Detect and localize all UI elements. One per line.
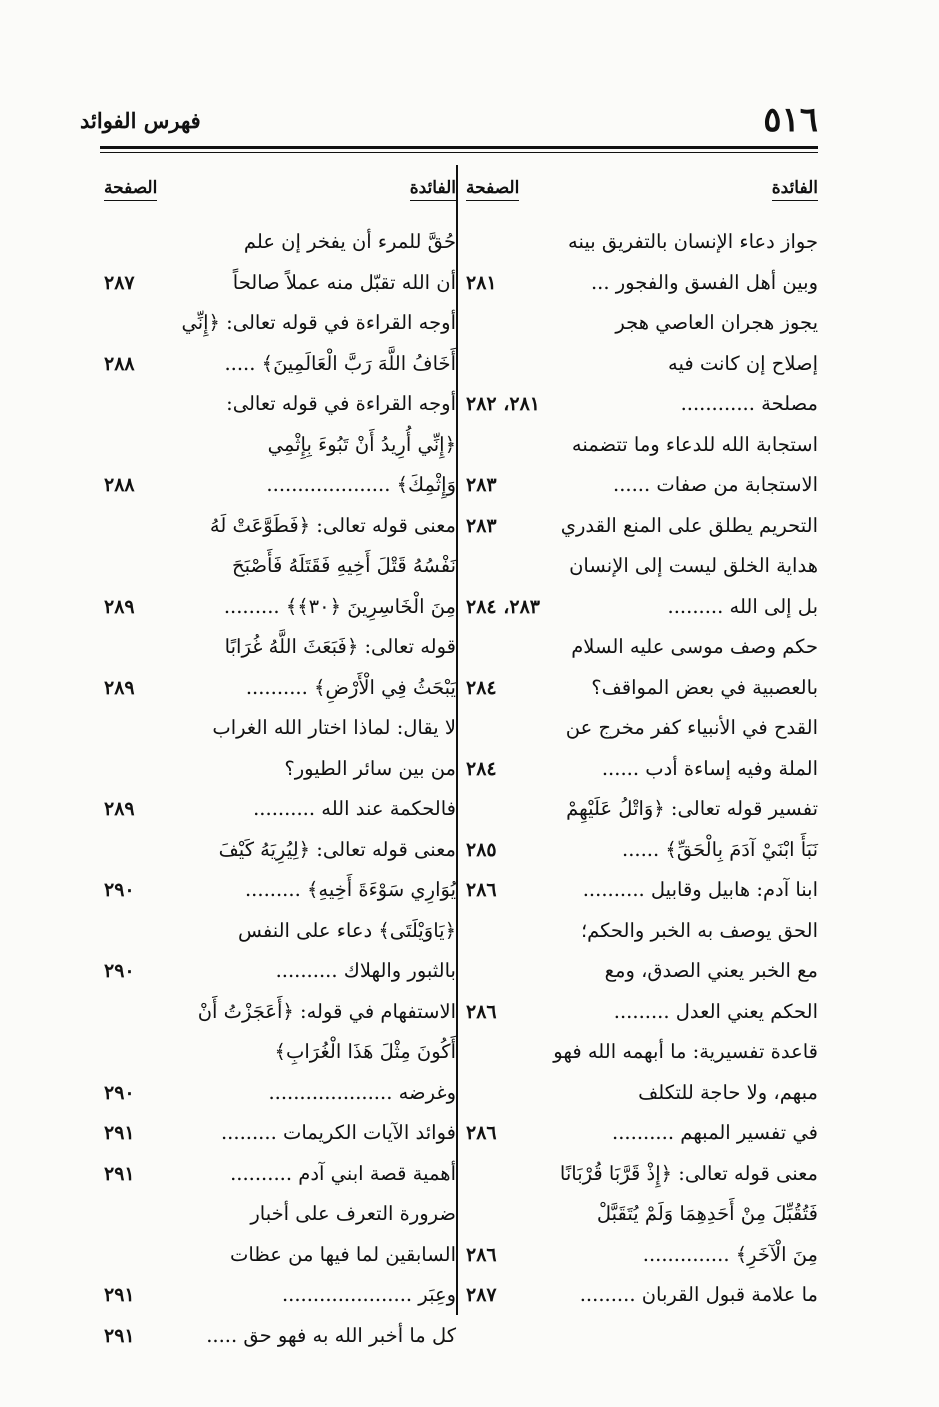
index-line — [462, 1154, 818, 1195]
entry-text: فالحكمة عند الله .......... — [253, 797, 456, 820]
entry-page: ٢٨٧ — [104, 271, 135, 294]
entry-text: ما علامة قبول القربان ......... — [579, 1283, 818, 1306]
index-line — [100, 546, 456, 587]
index-line — [462, 546, 818, 587]
entry-page: ٢٨٦ — [466, 879, 497, 901]
index-line — [462, 425, 818, 466]
index-line — [100, 263, 456, 304]
index-line — [462, 1194, 818, 1235]
entry-text: فَتُقُبِّلَ مِنْ أَحَدِهِمَا وَلَمْ يُتَقَبَّلْ — [596, 1202, 818, 1225]
entry-text: قوله تعالى: ﴿فَبَعَثَ اللَّهُ غُرَابًا — [224, 635, 456, 658]
entry-page: ٢٨٦ — [466, 1122, 497, 1144]
entry-page: ٢٨٩ — [104, 798, 135, 820]
index-line — [462, 263, 818, 304]
entry-page: ٢٩١ — [104, 1324, 135, 1347]
index-line — [462, 911, 818, 952]
index-line — [462, 465, 818, 506]
entry-text: وبين أهل الفسق والفجور ... — [590, 270, 818, 294]
entry-text: الاستفهام في قوله: ﴿أَعَجَزْتُ أَنْ — [197, 999, 456, 1023]
index-line — [100, 1113, 456, 1154]
entry-page: ٢٨٩ — [104, 595, 135, 618]
heading-topic: الفائدة — [772, 178, 818, 201]
index-line — [100, 627, 456, 668]
entry-page: ٢٩٠ — [104, 960, 135, 982]
index-line — [100, 951, 456, 992]
entry-text: الحكم يعني العدل ......... — [613, 999, 818, 1023]
entry-page: ٢٨٩ — [104, 676, 135, 699]
index-line — [100, 384, 456, 425]
index-line — [462, 303, 818, 344]
entry-page: ٢٩١ — [104, 1122, 135, 1144]
index-line — [462, 708, 818, 749]
index-line — [100, 506, 456, 547]
heading-page: الصفحة — [104, 178, 157, 201]
index-line — [462, 830, 818, 871]
entry-text: حكم وصف موسى عليه السلام — [571, 635, 818, 658]
entry-page: ٢٨٤ — [466, 757, 497, 780]
column-header — [100, 176, 456, 222]
page-number: ٥١٦ — [763, 100, 818, 140]
entry-text: فوائد الآيات الكريمات ......... — [220, 1121, 456, 1144]
page-title: فهرس الفوائد — [80, 108, 201, 133]
index-line — [100, 708, 456, 749]
index-line — [462, 1113, 818, 1154]
entry-text: مصلحة ............ — [680, 392, 818, 415]
index-line — [100, 1275, 456, 1316]
entry-text: ﴿إِنِّي أُرِيدُ أَنْ تَبُوءَ بِإِثْمِي — [267, 432, 456, 456]
index-line — [462, 627, 818, 668]
index-line — [100, 587, 456, 628]
entry-text: وَإِثْمِكَ﴾ .................... — [266, 473, 456, 496]
index-line — [100, 749, 456, 790]
entry-text: وغرضه .................... — [268, 1080, 456, 1104]
entry-page: ٢٨٣ — [466, 514, 497, 537]
entry-text: مِنَ الْخَاسِرِينَ ﴿٣٠﴾﴾ ......... — [223, 594, 456, 618]
entry-text: ضرورة التعرف على أخبار — [250, 1202, 456, 1225]
entry-text: التحريم يطلق على المنع القدري — [560, 513, 818, 537]
index-line — [462, 506, 818, 547]
entry-text: يَبْحَثُ فِي الْأَرْضِ﴾ .......... — [245, 675, 456, 699]
index-line — [462, 1032, 818, 1073]
entry-text: أهمية قصة ابني آدم .......... — [230, 1161, 456, 1185]
index-line — [100, 1235, 456, 1276]
entry-page: ٢٨١ — [466, 271, 497, 294]
entry-page: ٢٨١، ٢٨٢ — [466, 393, 540, 415]
entry-text: قاعدة تفسيرية: ما أبهمه الله فهو — [553, 1040, 818, 1063]
header-rule-thick — [100, 146, 818, 149]
heading-topic: الفائدة — [410, 178, 456, 201]
entry-list — [100, 222, 456, 1356]
index-column-right — [462, 176, 818, 1316]
index-line — [462, 749, 818, 790]
entry-text: نَفْسُهُ قَتْلَ أَخِيهِ فَقَتَلَهُ فَأَصْبَحَ — [232, 554, 456, 577]
entry-text: ابنا آدم: هابيل وقابيل .......... — [582, 878, 818, 901]
index-line — [462, 992, 818, 1033]
entry-text: الحق يوصف به الخبر والحكم؛ — [580, 918, 818, 942]
entry-page: ٢٩٠ — [104, 1081, 135, 1104]
entry-page: ٢٨٥ — [466, 838, 497, 861]
index-line — [100, 1073, 456, 1114]
entry-text: القدح في الأنبياء كفر مخرج عن — [565, 716, 818, 739]
column-header — [462, 176, 818, 222]
entry-list — [462, 222, 818, 1316]
entry-text: كل ما أخبر الله به فهو حق ..... — [206, 1323, 456, 1347]
entry-text: معنى قوله تعالى: ﴿فَطَوَّعَتْ لَهُ — [209, 513, 456, 537]
entry-text: أوجه القراءة في قوله تعالى: ﴿إِنِّي — [181, 311, 456, 334]
entry-text: الاستجابة من صفات ...... — [613, 473, 818, 496]
entry-text: الملة وفيه إساءة أدب ...... — [601, 756, 818, 780]
entry-text: بل إلى الله ......... — [667, 594, 818, 618]
entry-page: ٢٨٣، ٢٨٤ — [466, 595, 540, 618]
index-line — [462, 587, 818, 628]
index-line — [100, 1032, 456, 1073]
entry-text: مِنَ الْآخَرِ﴾ .............. — [642, 1242, 818, 1266]
entry-text: هداية الخلق ليست إلى الإنسان — [569, 554, 818, 577]
index-line — [462, 1235, 818, 1276]
entry-text: أَخَافُ اللَّهَ رَبَّ الْعَالَمِينَ﴾ ..... — [224, 351, 456, 375]
entry-page: ٢٨٧ — [466, 1284, 497, 1306]
header-rule-thin — [100, 152, 818, 153]
entry-text: يُوَارِي سَوْءَةَ أَخِيهِ﴾ ......... — [244, 878, 456, 901]
index-line — [462, 668, 818, 709]
entry-text: أن الله تقبّل منه عملاً صالحاً — [232, 270, 456, 294]
entry-text: جواز دعاء الإنسان بالتفريق بينه — [568, 230, 818, 253]
entry-text: بالعصبية في بعض المواقف؟ — [591, 675, 818, 699]
entry-text: نَبَأَ ابْنَيْ آدَمَ بِالْحَقِّ﴾ ...... — [622, 837, 818, 861]
index-line — [462, 222, 818, 263]
entry-text: في تفسير المبهم .......... — [612, 1121, 818, 1144]
index-line — [100, 789, 456, 830]
entry-text: السابقين لما فيها من عظات — [229, 1242, 456, 1266]
entry-page: ٢٨٤ — [466, 676, 497, 699]
index-line — [100, 830, 456, 871]
entry-text: وعِبَر ..................... — [281, 1283, 456, 1306]
index-line — [100, 1316, 456, 1357]
index-line — [462, 870, 818, 911]
index-line — [100, 303, 456, 344]
entry-page: ٢٨٨ — [104, 352, 135, 375]
index-line — [462, 1275, 818, 1316]
index-line — [100, 668, 456, 709]
index-line — [100, 425, 456, 466]
entry-text: أَكُونَ مِثْلَ هَذَا الْغُرَابِ﴾ — [274, 1040, 456, 1063]
index-line — [462, 344, 818, 385]
index-line — [100, 1194, 456, 1235]
entry-page: ٢٩٠ — [104, 879, 135, 901]
entry-text: بالثبور والهلاك .......... — [275, 959, 456, 982]
index-line — [100, 222, 456, 263]
index-line — [462, 1073, 818, 1114]
entry-page: ٢٨٨ — [104, 474, 135, 496]
entry-text: ﴿يَاوَيْلَتَى﴾ دعاء على النفس — [238, 918, 456, 942]
entry-text: من بين سائر الطيور؟ — [284, 756, 456, 780]
entry-text: أوجه القراءة في قوله تعالى: — [226, 392, 456, 415]
entry-page: ٢٨٦ — [466, 1243, 497, 1266]
index-line — [462, 951, 818, 992]
entry-text: يجوز هجران العاصي هجر — [615, 311, 818, 334]
entry-text: إصلاح إن كانت فيه — [668, 351, 818, 375]
index-line — [100, 870, 456, 911]
entry-text: استجابة الله للدعاء وما تتضمنه — [571, 432, 818, 456]
entry-text: لا يقال: لماذا اختار الله الغراب — [212, 716, 456, 739]
entry-page: ٢٨٦ — [466, 1000, 497, 1023]
index-line — [100, 992, 456, 1033]
index-line — [100, 911, 456, 952]
index-column-left — [100, 176, 456, 1356]
entry-text: مبهم، ولا حاجة للتكلف — [638, 1080, 818, 1104]
entry-page: ٢٩١ — [104, 1284, 135, 1306]
entry-text: حُقَّ للمرء أن يفخر إن علم — [243, 230, 456, 253]
heading-page: الصفحة — [466, 178, 519, 201]
entry-page: ٢٨٣ — [466, 474, 497, 496]
entry-text: معنى قوله تعالى: ﴿لِيُرِيَهُ كَيْفَ — [218, 837, 456, 861]
column-divider — [456, 165, 458, 1315]
index-line — [462, 384, 818, 425]
index-line — [100, 344, 456, 385]
index-line — [100, 465, 456, 506]
entry-page: ٢٩١ — [104, 1162, 135, 1185]
entry-text: معنى قوله تعالى: ﴿إِذْ قَرَّبَا قُرْبَانًا — [559, 1161, 818, 1185]
index-line — [462, 789, 818, 830]
entry-text: تفسير قوله تعالى: ﴿وَاتْلُ عَلَيْهِمْ — [566, 797, 818, 820]
entry-text: مع الخبر يعني الصدق، ومع — [604, 959, 818, 982]
index-line — [100, 1154, 456, 1195]
